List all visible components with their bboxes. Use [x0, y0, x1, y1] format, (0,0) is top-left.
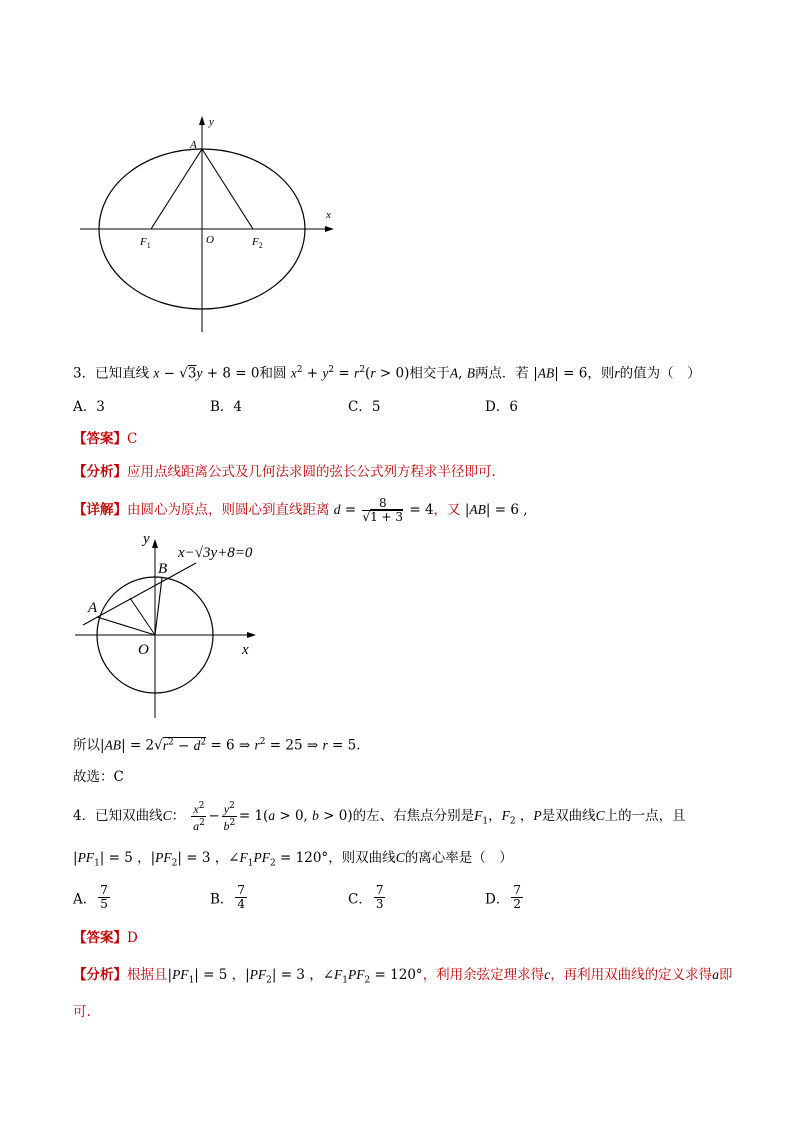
segment-OB [155, 578, 162, 635]
point-A-label: A [88, 600, 98, 616]
q4-analysis-cont: 可. [73, 1004, 91, 1020]
y-axis-arrow-icon [199, 116, 205, 125]
y-axis-arrow-icon [152, 539, 158, 548]
point-F1-label: $F_1$ [140, 236, 151, 250]
x-axis-arrow-icon [325, 226, 334, 232]
q4-analysis: 【分析】根据且$|PF_1| = 5$ ，$|PF_2| = 3$ ，$\angle F_1PF_2 = 120^\circ$，利用余弦定理求得c，再利用双曲线的定义求得a即 [73, 967, 733, 986]
segment-OM [130, 598, 155, 635]
q3-option-C: C．5 [348, 399, 381, 415]
segment-OA [97, 617, 155, 635]
q4-option-B: B． $\frac{7}{4}$ [210, 883, 246, 911]
segment-AF1 [151, 149, 202, 229]
line-l [83, 563, 196, 625]
point-A-label: A [190, 139, 197, 151]
q4-option-C: C． $\frac{7}{3}$ [348, 883, 384, 911]
line-equation-label: x−√3y+8=0 [178, 545, 253, 561]
q3-detail: 【详解】由圆心为原点，则圆心到直线距离 d = $\frac{8}{√1 + 3}$ = 4，又 |AB| = 6 , [73, 496, 528, 524]
point-F2-label: $F_2$ [252, 236, 263, 250]
circle-figure [70, 528, 330, 718]
q3-choose: 故选：C [73, 769, 124, 785]
point-B-label: B [158, 561, 168, 577]
q3-option-D: D．6 [485, 399, 518, 415]
q4-stem-line1: 4．已知双曲线C： $\frac{x^2}{a^2}$ − $\frac{y^2}{b^2}$ = 1(a > 0, b > 0)的左、右焦点分别是$F_1$，$F_2$ ，P是双曲线C上的一点，且 [73, 801, 686, 833]
x-axis-label: x [326, 209, 331, 221]
ellipse-figure [70, 110, 350, 340]
q3-conclusion: 所以$|AB| = 2√r^2 - d^2 = 6$ ⇒ $r^2 = 25$ ⇒ r = 5. [73, 737, 361, 754]
y-axis-label: y [209, 116, 214, 128]
q4-stem-line2: $|PF_1| = 5$ ，$|PF_2| = 3$ ，$\angle F_1PF_2 = 120^\circ$，则双曲线C的离心率是（ ） [73, 850, 513, 869]
point-O-label: O [138, 642, 149, 658]
q3-stem: 3．已知直线 x − √3y + 8 = 0和圆 $x^2 + y^2 = r^2(r > 0)$相交于A, B两点．若 |AB| = 6，则r的值为（ ） [73, 365, 701, 382]
q4-option-D: D． $\frac{7}{2}$ [485, 883, 521, 911]
y-axis-label: y [143, 531, 150, 547]
x-axis-label: x [242, 642, 249, 658]
q3-analysis: 【分析】应用点线距离公式及几何法求圆的弦长公式列方程求半径即可. [73, 464, 496, 480]
q3-option-A: A．3 [73, 399, 105, 415]
x-axis-arrow-icon [247, 632, 256, 638]
point-O-label: O [206, 234, 214, 246]
q3-answer: 【答案】C [73, 431, 138, 447]
segment-AF2 [202, 149, 253, 229]
q4-answer: 【答案】D [73, 930, 138, 946]
q3-option-B: B．4 [210, 399, 243, 415]
q4-option-A: A． $\frac{7}{5}$ [73, 883, 108, 911]
